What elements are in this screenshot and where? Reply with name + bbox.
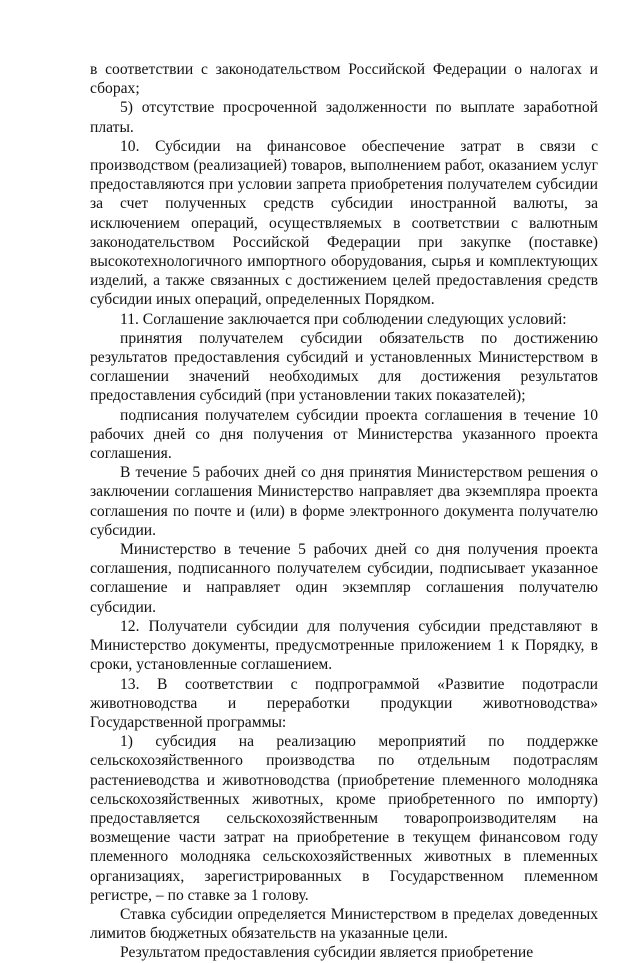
paragraph-clause-12: 12. Получатели субсидии для получения субсидии представляют в Министерство документы, предусмотренные приложением 1 к Порядку, в сроки, установленные соглашением. [90,617,598,674]
paragraph-subsidy-rate: Ставка субсидии определяется Министерством в пределах доведенных лимитов бюджетных обязательств на указанные цели. [90,905,598,943]
paragraph-agreement-signing: Министерство в течение 5 рабочих дней со дня получения проекта соглашения, подписанного получателем субсидии, подписывает указанное соглашение и направляет один экземпляр соглашения получателю субсидии. [90,541,598,616]
paragraph-clause-11: 11. Соглашение заключается при соблюдении следующих условий: [120,310,567,328]
document-page [90,60,598,963]
paragraph-clause-10: 10. Субсидии на финансовое обеспечение затрат в связи с производством (реализацией) товаров, выполнением работ, оказанием услуг предоставляются при условии запрета приобретения получателем субсидии за счет полученных средств субсидии иностранной валюты, за исключением операций, осуществляемых в соответствии с валютным законодательством Российской Федерации при закупке (поставке) высокотехнологичного импортного оборудования, сырья и комплектующих изделий, а также связанных с достижением целей предоставления средств субсидии иных операций, определенных Порядком. [90,137,598,309]
paragraph-condition-obligations: принятия получателем субсидии обязательств по достижению результатов предоставления субсидий и установленных Министерством в соглашении значений необходимых для достижения результатов предоставления субсидий (при установлении таких показателей); [90,329,598,405]
paragraph-agreement-sending: В течение 5 рабочих дней со дня принятия Министерством решения о заключении соглашения Министерство направляет два экземпляра проекта соглашения по почте и (или) в форме электронного документа получателю субсидии. [90,464,598,539]
paragraph-tax-continuation: в соответствии с законодательством Российской Федерации о налогах и сборах; [90,61,598,98]
paragraph-condition-signing: подписания получателем субсидии проекта соглашения в течение 10 рабочих дней со дня получения от Министерства указанного проекта соглашения. [90,406,598,463]
paragraph-item-5: 5) отсутствие просроченной задолженности по выплате заработной платы. [90,99,598,136]
paragraph-subsidy-result: Результатом предоставления субсидии является приобретение [120,944,534,962]
paragraph-clause-13: 13. В соответствии с подпрограммой «Развитие подотрасли животноводства и переработки продукции животноводства» Государственной программы: [90,675,598,731]
paragraph-subsidy-1: 1) субсидия на реализацию мероприятий по поддержке сельскохозяйственного производства по отдельным подотраслям растениеводства и животноводства (приобретение племенного молодняка сельскохозяйственных животных, кроме приобретенного по импорту) предоставляется сельскохозяйственным товаропроизводителям на возмещение части затрат на приобретение в текущем финансовом году племенного молодняка сельскохозяйственных животных в племенных организациях, зарегистрированных в Государственном племенном регистре, – по ставке за 1 голову. [90,733,598,904]
